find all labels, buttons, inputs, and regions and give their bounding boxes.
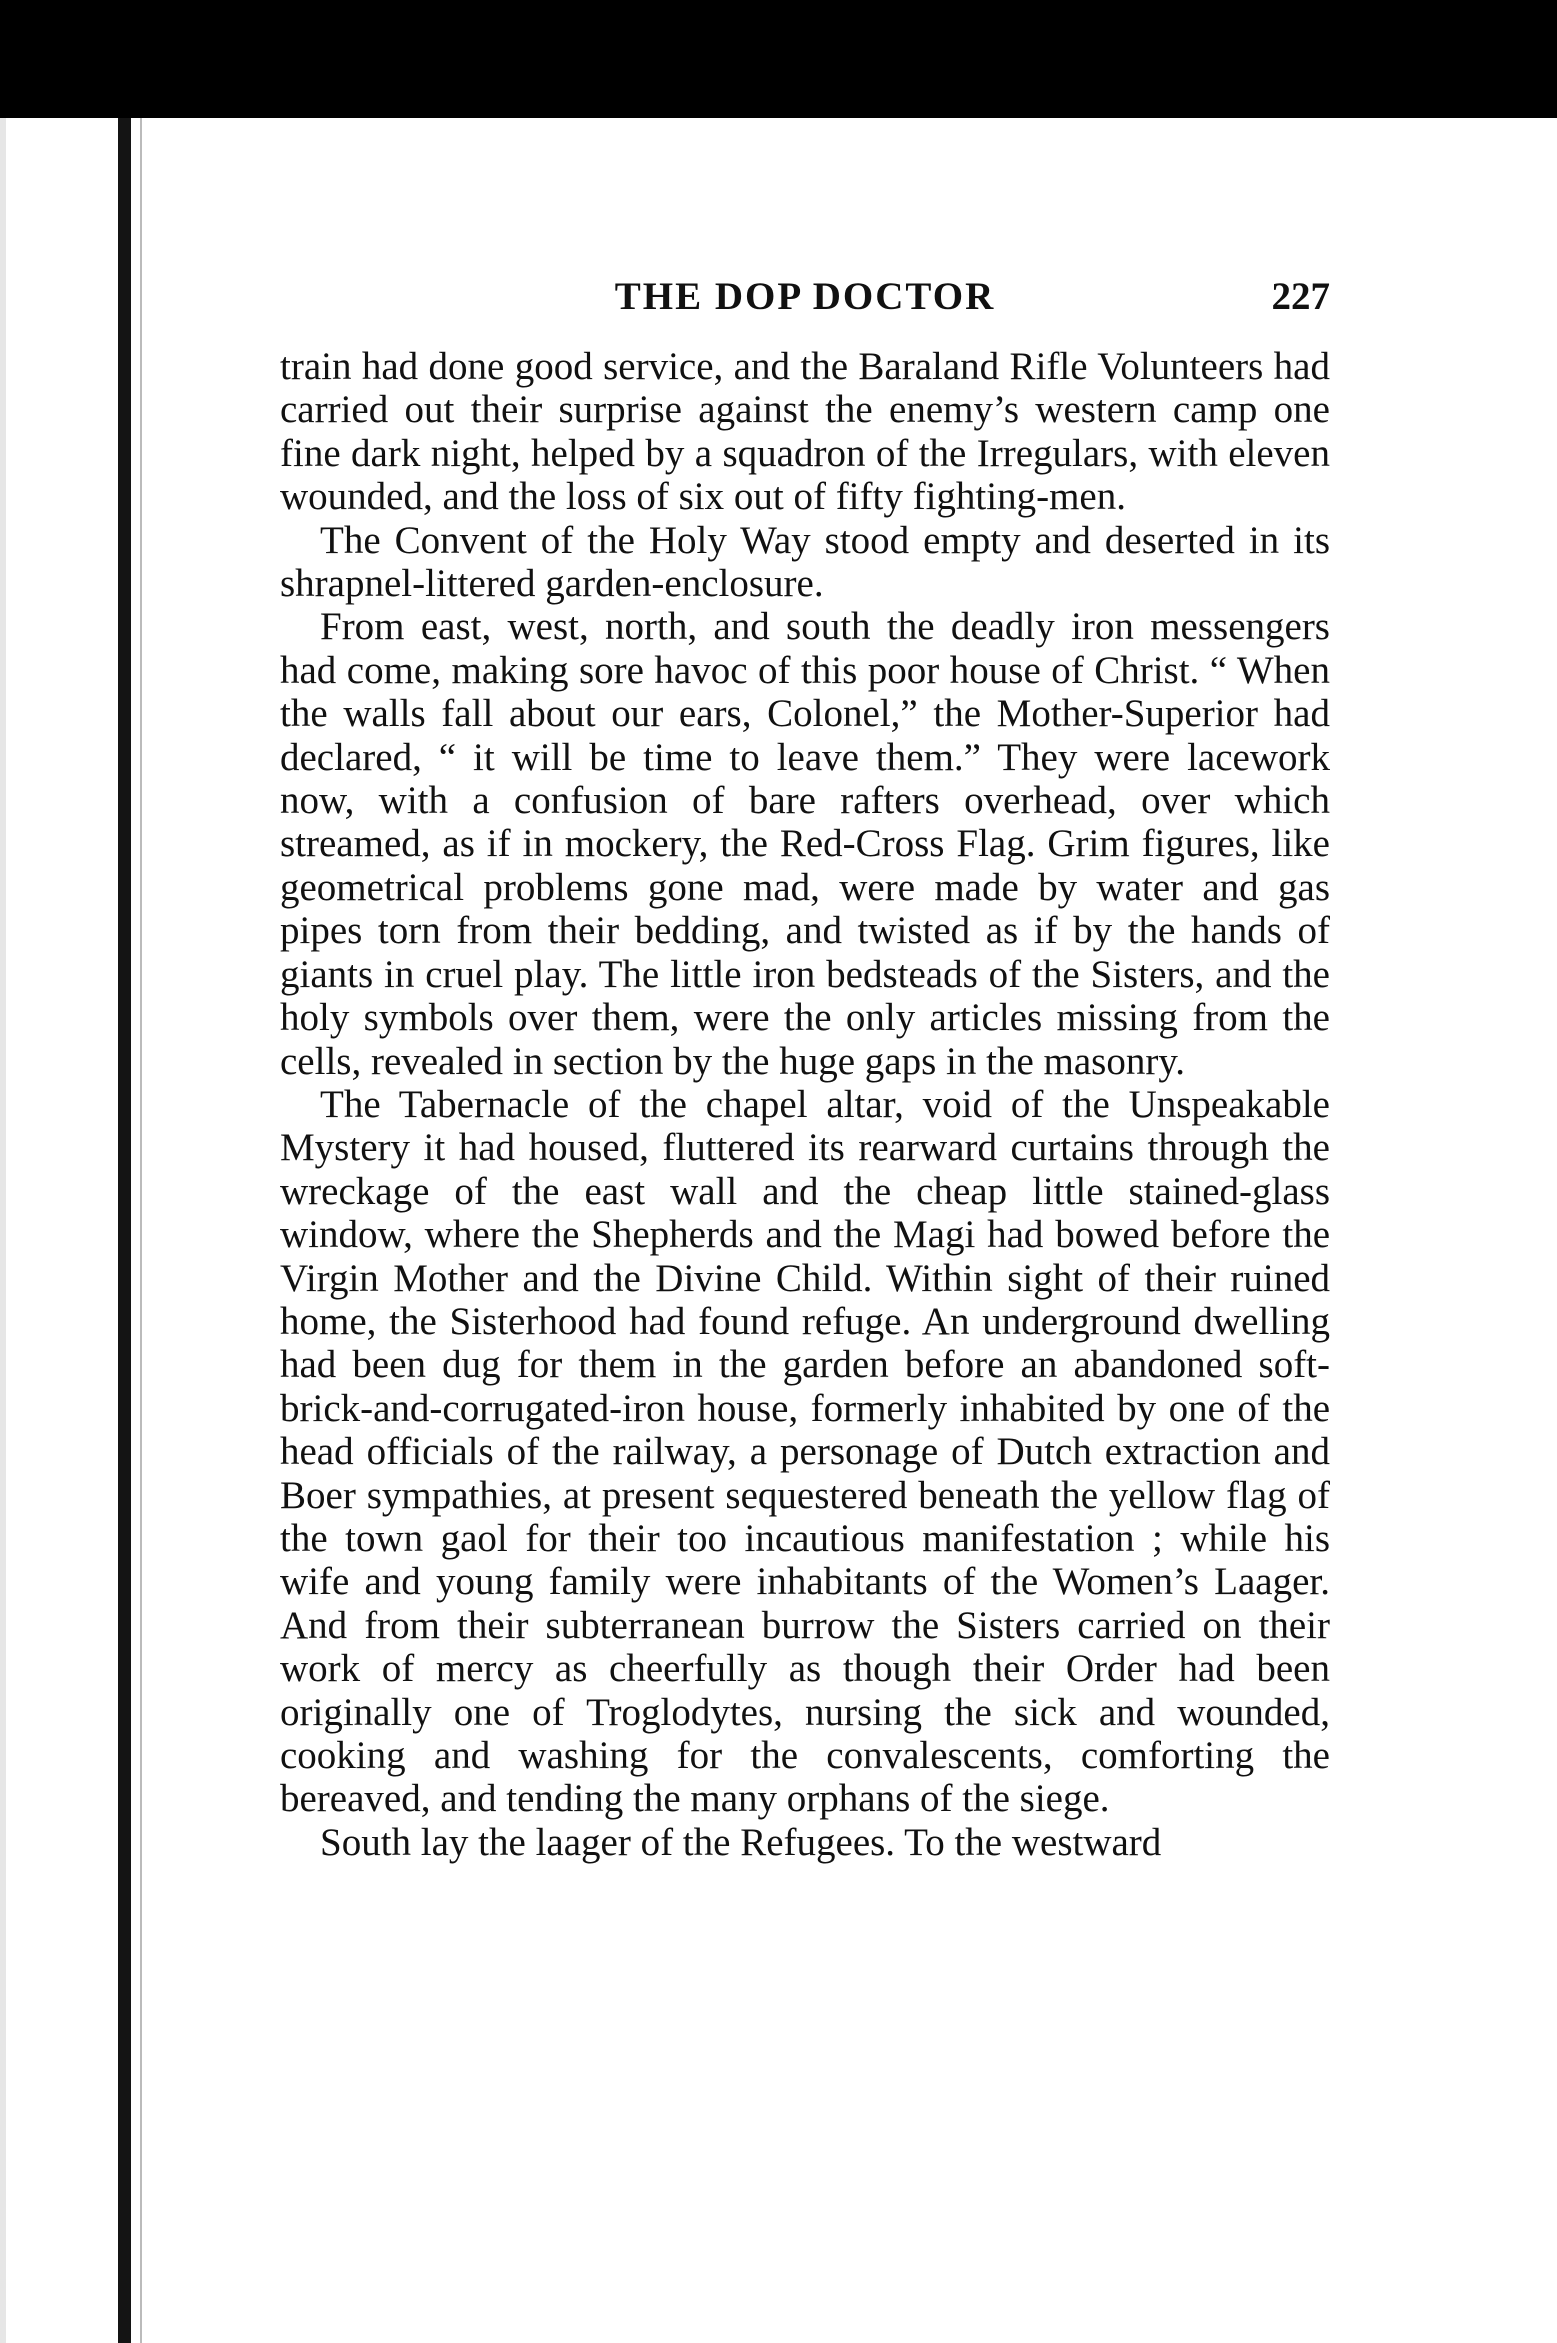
book-gutter-shadow [118,118,131,2343]
page-number: 227 [1271,275,1330,318]
paragraph: From east, west, north, and south the deadly iron messengers had come, making sore havoc of this poor house of Christ. “ When the walls fall about our ears, Colonel,” the Mother-Superior had declared, “ it will be time to leave them.” They were lacework now, with a confusion of bare rafters overhead, over which streamed, as if in mockery, the Red-Cross Flag. Grim figures, like geometrical problems gone mad, were made by water and gas pipes torn from their bedding, and twisted as if by the hands of giants in cruel play. The little iron bedsteads of the Sisters, and the holy symbols over them, were the only articles missing from the cells, revealed in section by the huge gaps in the masonry. [280,605,1330,1083]
scan-top-border [0,0,1557,118]
page-header [280,270,1330,330]
paragraph: The Tabernacle of the chapel altar, void of the Unspeakable Mystery it had housed, fluttered its rearward curtains through the wreckage of the east wall and the cheap little stained-glass window, where the Shepherds and the Magi had bowed before the Virgin Mother and the Divine Child. Within sight of their ruined home, the Sisterhood had found refuge. An underground dwelling had been dug for them in the garden before an abandoned soft-brick-and-corrugated-iron house, formerly inhabited by one of the head officials of the railway, a personage of Dutch extraction and Boer sympathies, at present sequestered beneath the yellow flag of the town gaol for their too incautious manifestation ; while his wife and young family were inhabitants of the Women’s Laager. And from their subterranean burrow the Sisters carried on their work of mercy as cheerfully as though their Order had been originally one of Troglodytes, nursing the sick and wounded, cooking and washing for the convalescents, comforting the bereaved, and tending the many orphans of the siege. [280,1082,1330,1821]
paragraph: The Convent of the Holy Way stood empty and deserted in its shrapnel-littered garden-enclosure. [280,518,1330,606]
running-title: THE DOP DOCTOR [614,275,996,318]
paragraph: train had done good service, and the Baraland Rifle Volunteers had carried out their surprise against the enemy’s western camp one fine dark night, helped by a squadron of the Irregulars, with eleven wounded, and the loss of six out of fifty fighting-men. [280,345,1330,519]
paragraph: South lay the laager of the Refugees. To the westward [320,1820,1162,1864]
scan-left-edge [0,118,6,2343]
page-body [280,345,1330,1864]
book-gutter-line [140,118,142,2343]
